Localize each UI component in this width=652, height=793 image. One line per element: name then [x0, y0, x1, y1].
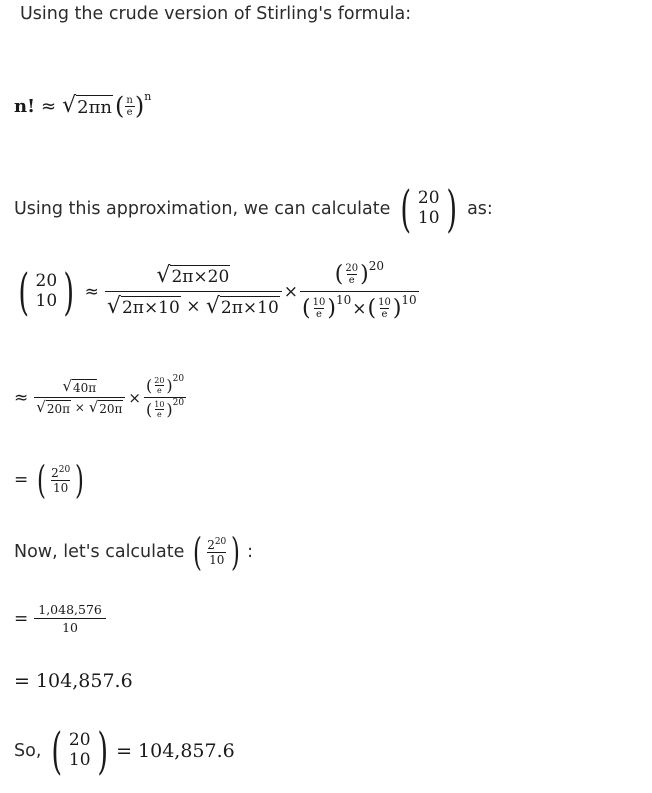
step2-r-num-exp: 20 — [172, 373, 185, 384]
step3-fraction — [49, 466, 72, 495]
step1-approx: ≈ — [84, 281, 99, 302]
step2-left-fraction: √ 40π √ 20π × √ 20π — [34, 379, 125, 416]
approx-text-end: as: — [467, 199, 493, 219]
final-equation — [116, 740, 235, 762]
formula-frac-den: e — [126, 106, 133, 118]
step5-value: 104,857.6 — [35, 670, 133, 692]
step2-r-den-exp: 20 — [172, 397, 185, 408]
step3-den: 10 — [52, 480, 69, 495]
step2-right-fraction: ( $\frac{20}{e}$ ) 20 ( $\frac{10}{e}$ ) 20 — [145, 373, 185, 419]
final-value: 104,857.6 — [138, 740, 235, 762]
binom-top: 20 — [417, 188, 440, 209]
step1-binom: ( 20 10 ) — [18, 262, 75, 321]
final-binom-bottom: 10 — [68, 750, 91, 770]
step2-approx: ≈ — [14, 387, 29, 408]
step3-eq: = — [14, 470, 29, 490]
final-eq: = — [116, 740, 132, 762]
formula-lhs: n! — [14, 95, 35, 117]
step1-r-num-frac-den: e — [348, 275, 355, 286]
formula-radicand: 2πn — [77, 96, 112, 118]
formula-sqrt: √ 2πn — [62, 92, 112, 118]
step2-r-num-frac-num: 20 — [154, 376, 165, 385]
step5-eq: = — [14, 670, 30, 692]
final-sentence — [14, 722, 235, 780]
now-text: Now, let's calculate — [14, 542, 185, 562]
step1-r-den-a-den: e — [316, 309, 322, 320]
intro-text: Using the crude version of Stirling's formula: — [20, 4, 412, 24]
step1-times-mid: × — [186, 296, 201, 317]
now-den: 10 — [209, 552, 225, 567]
formula-approx: ≈ — [41, 95, 57, 117]
step5-equation — [14, 670, 133, 692]
step4-den: 10 — [34, 618, 106, 635]
step2-den-radicand-b: 20π — [99, 402, 123, 416]
step2-num-radicand: 40π — [73, 381, 97, 395]
step1-r-num-frac-num: 20 — [345, 263, 359, 274]
step1-left-fraction: √ 2π×20 √ 2π×10 × √ 2π×10 — [105, 265, 282, 318]
step3-num-exp: 20 — [58, 464, 71, 475]
now-num-base: 2 — [207, 537, 215, 552]
final-binom-top: 20 — [68, 730, 91, 751]
step1-den-radicand-a: 2π×10 — [121, 298, 180, 318]
step1-binom-bottom: 10 — [35, 290, 58, 311]
step1-num-radicand: 2π×20 — [171, 267, 230, 287]
so-text: So, — [14, 741, 42, 761]
step1-r-den-b-num: 10 — [378, 297, 391, 308]
formula-fraction — [124, 95, 134, 118]
step3-num-base: 2 — [51, 465, 59, 480]
stirling-formula: n! ≈ √ 2πn ( $\frac{n}{e}$ ) n — [14, 89, 152, 120]
final-binom: ( 20 10 ) — [51, 722, 108, 780]
step2-times-mid: × — [74, 400, 85, 415]
binom-inline: ( 20 10 ) — [400, 180, 457, 238]
step4-fraction — [36, 602, 104, 635]
step2-r-den-frac-num: 10 — [154, 400, 165, 409]
step2-times: × — [128, 388, 141, 407]
step1-times: × — [283, 281, 299, 302]
formula-frac-num: n — [126, 94, 133, 106]
now-expression: ( $\frac{2^{20}}{10}$ ) — [193, 530, 241, 574]
approx-sentence — [14, 180, 493, 238]
step4-eq: = — [14, 608, 29, 629]
step3-equation: = ( $\frac{2^{20}}{10}$ ) — [14, 458, 85, 502]
step1-r-den-times: × — [352, 298, 367, 319]
approx-text: Using this approximation, we can calculate — [14, 199, 391, 219]
step1-r-den-b-exp: 10 — [401, 292, 417, 307]
binom-bottom: 10 — [417, 208, 440, 228]
step1-r-den-a-num: 10 — [312, 297, 326, 308]
formula-exp: n — [144, 89, 152, 103]
step1-binom-top: 20 — [35, 270, 58, 291]
step1-right-fraction: ( $\frac{20}{e}$ ) 20 ( $\frac{10}{e}$ ) 10 × ( $\frac{10}{e}$ ) 10 — [302, 258, 417, 321]
step2-den-radicand-a: 20π — [46, 402, 70, 416]
step1-equation — [14, 258, 419, 321]
step1-den-radicand-b: 2π×10 — [220, 298, 279, 318]
step2-r-num-frac-den: e — [156, 386, 162, 395]
step1-r-den-a-exp: 10 — [335, 292, 352, 307]
step4-equation — [14, 602, 104, 635]
now-colon: : — [247, 542, 254, 562]
step4-num: 1,048,576 — [38, 602, 102, 617]
now-num-exp: 20 — [214, 536, 227, 547]
step1-r-num-exp: 20 — [368, 258, 384, 273]
now-sentence — [14, 530, 253, 574]
step2-r-den-frac-den: e — [156, 410, 162, 419]
step2-equation — [14, 373, 186, 419]
step1-r-den-b-den: e — [381, 309, 388, 320]
